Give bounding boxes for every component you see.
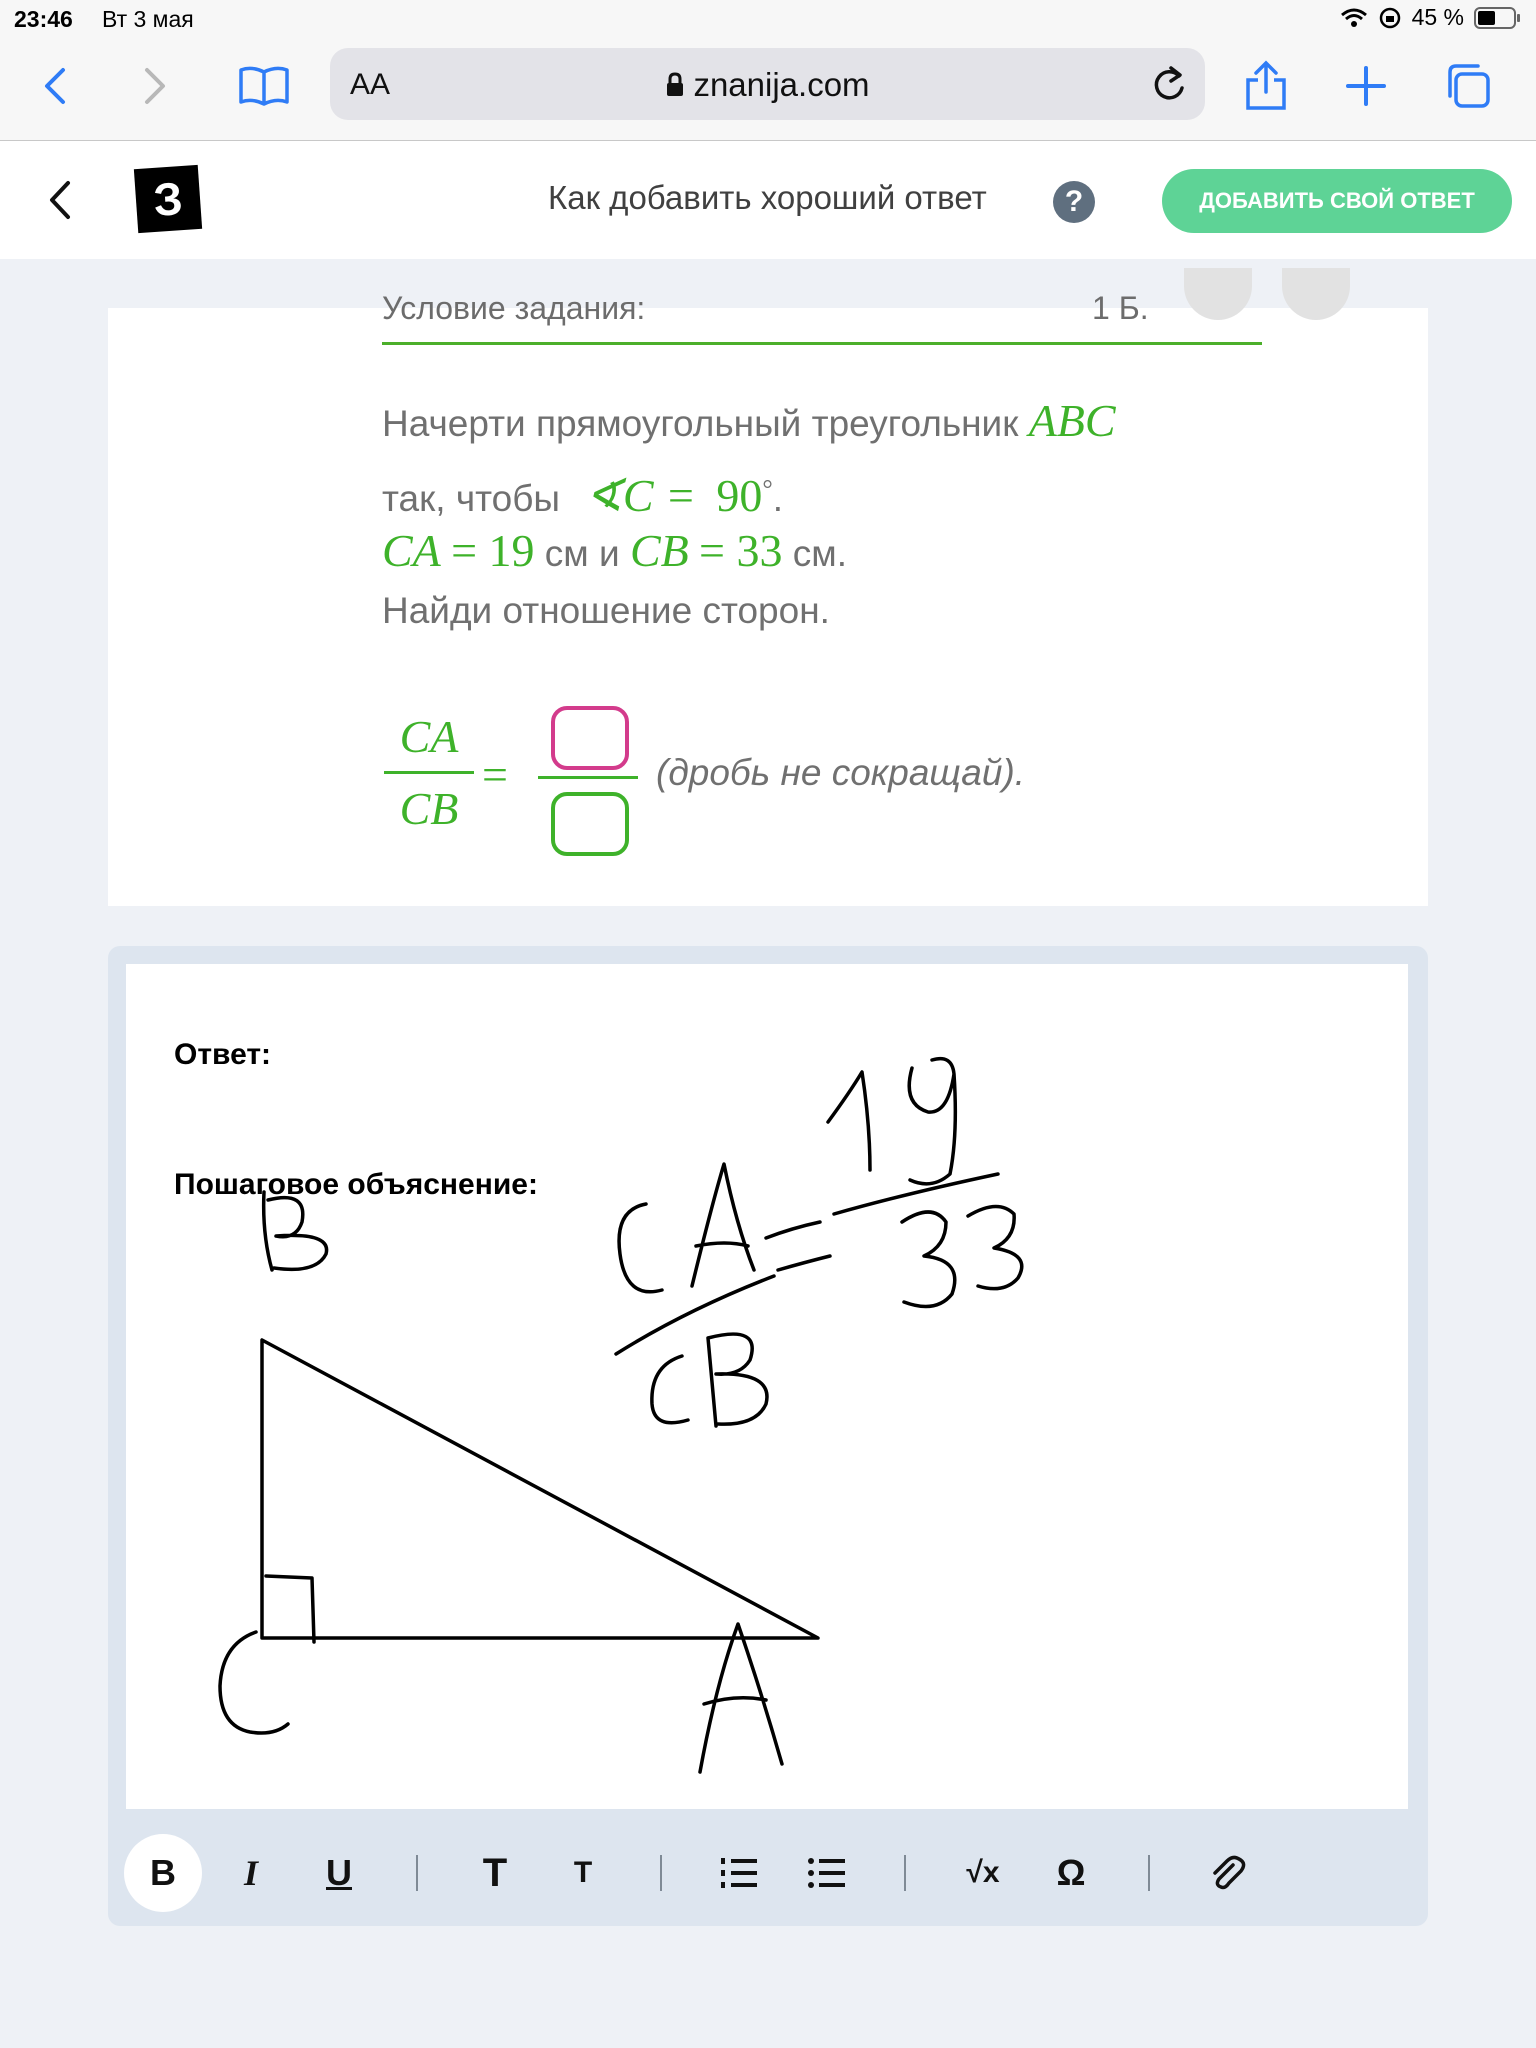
toolbar-separator [904,1855,906,1891]
reload-icon[interactable] [1149,62,1189,111]
fraction-hint: (дробь не сокращай). [656,752,1026,793]
fraction-ca-cb [384,710,474,835]
question-text: см. [792,533,847,574]
right-angle-mark [266,1576,314,1642]
handwritten-33 [902,1206,1022,1306]
answer-editor [108,946,1428,1926]
italic-button[interactable]: I [243,1853,258,1893]
fraction-bar [384,771,474,774]
forward-icon[interactable] [126,56,186,116]
handwritten-letter-c [220,1632,288,1733]
handwritten-19 [828,1059,955,1184]
section-divider [382,342,1262,345]
question-card [108,290,1428,906]
site-header [0,141,1536,259]
site-logo[interactable]: З [134,165,202,233]
status-date: Вт 3 мая [102,6,194,32]
math-cb-value: = 33 [699,525,783,576]
math-ca: CA [382,525,441,576]
answer-fraction-bar [538,776,638,779]
battery-percent: 45 % [1411,4,1464,30]
new-tab-icon[interactable] [1336,56,1396,116]
handwritten-letter-a [700,1624,782,1772]
back-icon[interactable] [24,56,84,116]
share-icon[interactable] [1236,56,1296,116]
status-right [1340,4,1522,31]
math-cb: CB [629,525,689,576]
bulleted-list-icon[interactable] [788,1834,866,1912]
question-line-3 [382,524,847,577]
underline-button[interactable]: U [326,1852,352,1893]
text-size-button[interactable]: AA [350,68,391,101]
math-ca-value: = 19 [451,525,535,576]
handwritten-cb [652,1334,767,1426]
math-triangle-name: ABC [1028,395,1116,446]
url-display[interactable] [330,66,1205,104]
lock-icon [665,72,685,98]
toolbar-separator [660,1855,662,1891]
bookmarks-icon[interactable] [234,56,294,116]
status-bar [0,0,1536,40]
help-icon[interactable]: ? [1053,181,1095,223]
address-bar[interactable] [330,48,1205,120]
browser-toolbar [0,40,1536,141]
question-text: . [772,478,784,519]
equals-sign: = [482,749,508,800]
degree-sign: ° [762,474,773,504]
question-action-circle[interactable] [1184,268,1252,320]
tabs-icon[interactable] [1438,56,1498,116]
numbered-list-icon[interactable] [700,1834,778,1912]
heading-small-button[interactable]: T [573,1856,593,1889]
question-action-circle[interactable] [1282,268,1350,320]
bold-button[interactable]: B [124,1834,202,1912]
explanation-label: Пошаговое объяснение: [174,1168,538,1201]
question-text: так, чтобы [382,478,561,519]
question-line-2 [382,468,783,522]
question-points: 1 Б. [1092,290,1149,326]
toolbar-separator [416,1855,418,1891]
answer-editor-area[interactable] [126,964,1408,1809]
help-link[interactable]: Как добавить хороший ответ [548,179,987,216]
question-section-title: Условие задания: [382,290,646,326]
handwritten-ca [619,1164,754,1292]
handwritten-drawing [126,964,1408,1809]
denominator-input-box[interactable] [551,792,629,856]
battery-icon [1474,6,1522,30]
handwritten-equals [766,1222,830,1270]
status-time: 23:46 [14,6,73,32]
url-text: znanija.com [693,66,870,103]
paperclip-icon[interactable] [1188,1834,1266,1912]
math-angle-value: 90 [716,470,763,521]
question-text: Начерти прямоугольный треугольник [382,403,1019,444]
math-angle: ∢C = [584,470,697,521]
heading-large-button[interactable]: T [482,1850,508,1895]
toolbar-separator [1148,1855,1150,1891]
symbol-button[interactable]: Ω [1056,1852,1086,1893]
answer-label: Ответ: [174,1038,272,1071]
fraction-numerator: CA [399,711,459,762]
format-toolbar [124,1834,1276,1912]
wifi-icon [1340,7,1368,29]
handwritten-letter-b [264,1192,327,1270]
question-line-4: Найди отношение сторон. [382,590,830,631]
question-line-1 [382,394,1116,447]
triangle-shape [262,1340,818,1638]
question-text: см и [544,533,620,574]
numerator-input-box[interactable] [551,706,629,770]
fraction-denominator: CB [399,783,459,834]
orientation-lock-icon [1378,6,1402,30]
site-back-icon[interactable] [46,177,76,228]
add-answer-button[interactable]: ДОБАВИТЬ СВОЙ ОТВЕТ [1162,169,1512,233]
formula-button[interactable]: √x [966,1856,1000,1889]
handwritten-result-bar [834,1174,998,1214]
